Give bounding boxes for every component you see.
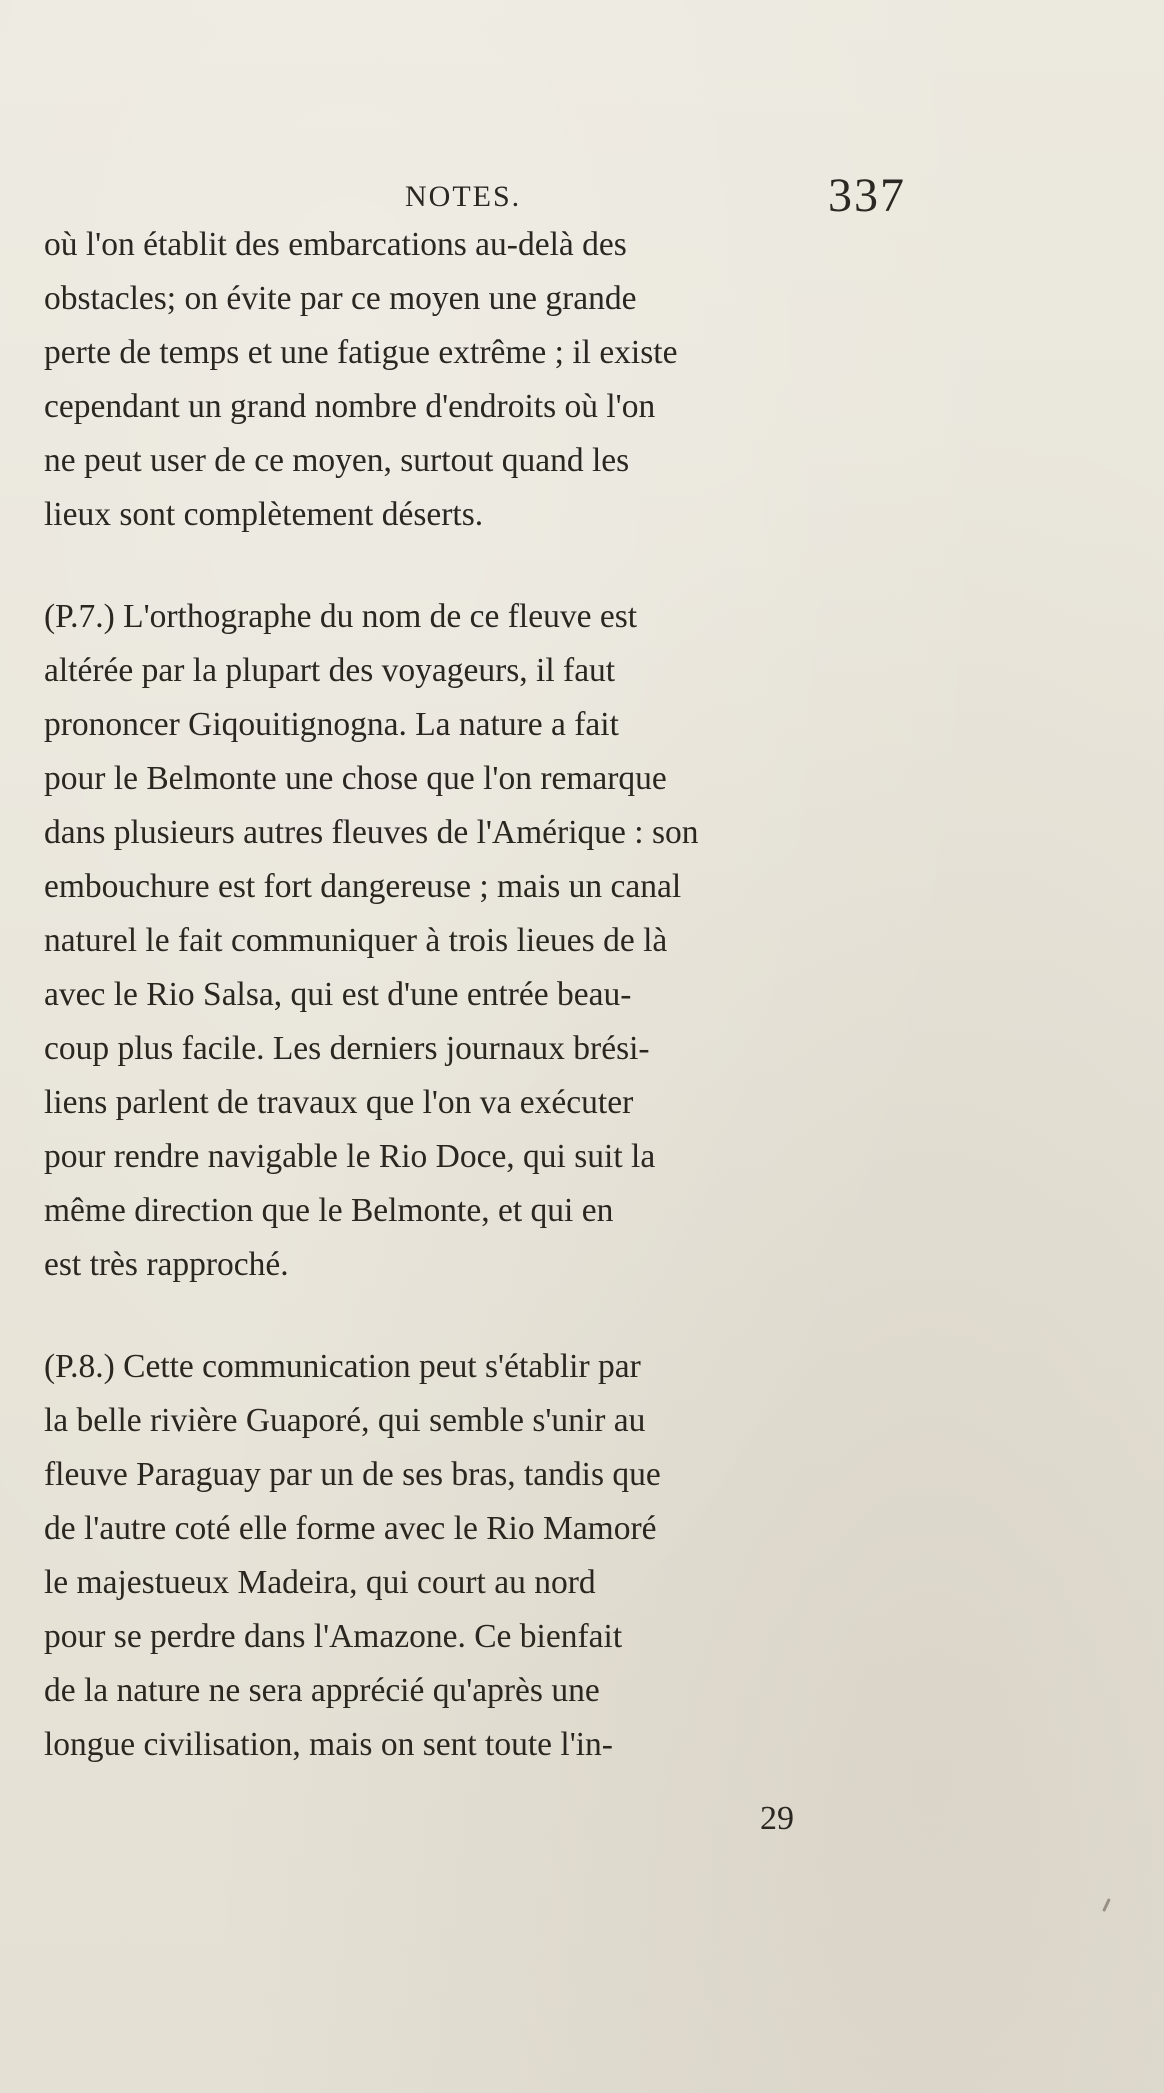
paragraph-note-p8 [44,1340,934,1772]
text-line: est très rapproché. [44,1246,289,1283]
text-line: la belle rivière Guaporé, qui semble s'unir au [44,1402,646,1439]
paper-speck [1102,1898,1111,1912]
text-line: avec le Rio Salsa, qui est d'une entrée beau- [44,976,632,1013]
text-line: lieux sont complètement déserts. [44,496,484,533]
text-line: où l'on établit des embarcations au-delà des [44,226,627,263]
text-line: même direction que le Belmonte, et qui en [44,1192,614,1229]
running-head: NOTES. [405,180,522,213]
text-line: (P.8.) Cette communication peut s'établir par [44,1348,641,1385]
text-line: naturel le fait communiquer à trois lieues de là [44,922,668,959]
text-line: prononcer Giqouitignogna. La nature a fait [44,706,619,743]
text-line: altérée par la plupart des voyageurs, il faut [44,652,616,689]
page-number: 337 [828,169,906,222]
text-line: (P.7.) L'orthographe du nom de ce fleuve est [44,598,638,635]
text-line: embouchure est fort dangereuse ; mais un canal [44,868,682,905]
paragraph-continuation [44,218,934,542]
text-line: cependant un grand nombre d'endroits où l'on [44,388,656,425]
text-line: de la nature ne sera apprécié qu'après une [44,1672,600,1709]
text-line: ne peut user de ce moyen, surtout quand les [44,442,630,479]
text-line: perte de temps et une fatigue extrême ; il existe [44,334,678,371]
text-line: liens parlent de travaux que l'on va exécuter [44,1084,634,1121]
paragraph-note-p7 [44,590,934,1292]
text-line: longue civilisation, mais on sent toute l'in- [44,1726,613,1763]
text-line: fleuve Paraguay par un de ses bras, tandis que [44,1456,661,1493]
notes-body [44,218,934,1772]
text-line: le majestueux Madeira, qui court au nord [44,1564,596,1601]
text-line: pour rendre navigable le Rio Doce, qui suit la [44,1138,656,1175]
text-line: coup plus facile. Les derniers journaux brési- [44,1030,650,1067]
text-line: pour se perdre dans l'Amazone. Ce bienfait [44,1618,623,1655]
text-line: obstacles; on évite par ce moyen une grande [44,280,637,317]
text-line: dans plusieurs autres fleuves de l'Amérique : son [44,814,699,851]
text-line: de l'autre coté elle forme avec le Rio Mamoré [44,1510,657,1547]
text-line: pour le Belmonte une chose que l'on remarque [44,760,667,797]
signature-mark: 29 [760,1800,794,1837]
